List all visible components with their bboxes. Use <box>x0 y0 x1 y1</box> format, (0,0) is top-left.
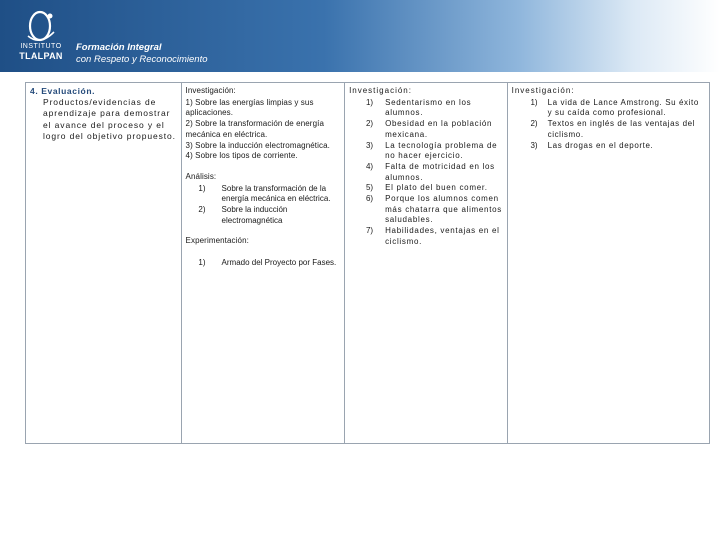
experiment-list <box>186 258 341 269</box>
analysis-list <box>186 184 341 227</box>
item-text: Sedentarismo en los alumnos. <box>385 97 472 118</box>
evaluation-column <box>26 83 181 443</box>
header-banner <box>0 0 720 72</box>
list-item <box>512 119 705 140</box>
evaluation-description: Productos/evidencias de aprendizaje para demostrar el avance del proceso y el logro del objetivo propuesto. <box>43 96 176 142</box>
item-text: Porque los alumnos comen más chatarra que alimentos saludables. <box>385 194 502 225</box>
energy-column <box>181 83 345 443</box>
research-item: 4) Sobre los tipos de corriente. <box>185 151 298 161</box>
item-number: 1) <box>198 258 206 268</box>
item-text: Textos en inglés de las ventajas del ciclismo. <box>547 119 696 139</box>
item-text: Falta de motricidad en los alumnos. <box>385 161 495 182</box>
evaluation-table <box>25 82 710 444</box>
list-item <box>349 98 503 119</box>
research-item: 3) Sobre la inducción electromagnética. <box>185 140 330 150</box>
tagline-line1: Formación Integral <box>76 42 162 53</box>
analysis-heading: Análisis: <box>185 171 217 181</box>
item-text: Sobre la transformación de la energía mecánica en eléctrica. <box>221 183 331 204</box>
item-text: La vida de Lance Amstrong. Su éxito y su caída como profesional. <box>547 97 699 118</box>
item-text: La tecnología problema de no hacer ejercicio. <box>385 140 498 161</box>
list-item <box>349 141 503 162</box>
item-number: 3) <box>365 140 374 150</box>
item-number: 2) <box>365 119 374 129</box>
experiment-heading: Experimentación: <box>185 236 249 246</box>
item-number: 2) <box>198 205 206 215</box>
item-number: 2) <box>530 119 538 129</box>
logo-text-tlalpan: TLALPAN <box>19 51 63 61</box>
list-item <box>349 119 503 140</box>
list-item <box>349 226 503 247</box>
item-text: Obesidad en la población mexicana. <box>385 119 493 139</box>
list-item <box>349 183 503 194</box>
research-list <box>349 98 503 248</box>
evaluation-title: 4. Evaluación. <box>30 86 96 96</box>
research-list <box>512 98 705 152</box>
list-item <box>186 205 341 226</box>
item-text: Habilidades, ventajas en el ciclismo. <box>385 226 500 246</box>
item-number: 3) <box>530 140 538 150</box>
item-number: 6) <box>365 194 374 204</box>
cycling-column <box>507 83 709 443</box>
item-text: Armado del Proyecto por Fases. <box>221 258 337 268</box>
research-item: 2) Sobre la transformación de energía mecánica en eléctrica. <box>185 119 324 139</box>
item-text: El plato del buen comer. <box>385 183 488 193</box>
research-heading: Investigación: <box>511 86 575 95</box>
item-number: 7) <box>365 226 374 236</box>
list-item <box>186 258 341 269</box>
item-number: 4) <box>365 161 374 171</box>
item-number: 1) <box>365 97 374 107</box>
health-column <box>344 83 507 443</box>
list-item <box>512 98 705 119</box>
item-number: 1) <box>198 183 206 193</box>
item-text: Sobre la inducción electromagnética <box>221 205 288 225</box>
list-item <box>349 194 503 226</box>
research-heading: Investigación: <box>349 86 412 95</box>
item-text: Las drogas en el deporte. <box>547 140 654 150</box>
tagline-line2: con Respeto y Reconocimiento <box>76 54 208 65</box>
logo-text-instituto: INSTITUTO <box>20 43 62 50</box>
item-number: 1) <box>530 97 538 107</box>
research-item: 1) Sobre las energías limpias y sus aplicaciones. <box>185 97 314 118</box>
item-number: 5) <box>365 183 374 193</box>
list-item <box>512 141 705 152</box>
list-item <box>186 184 341 205</box>
research-heading: Investigación: <box>185 86 236 95</box>
list-item <box>349 162 503 183</box>
